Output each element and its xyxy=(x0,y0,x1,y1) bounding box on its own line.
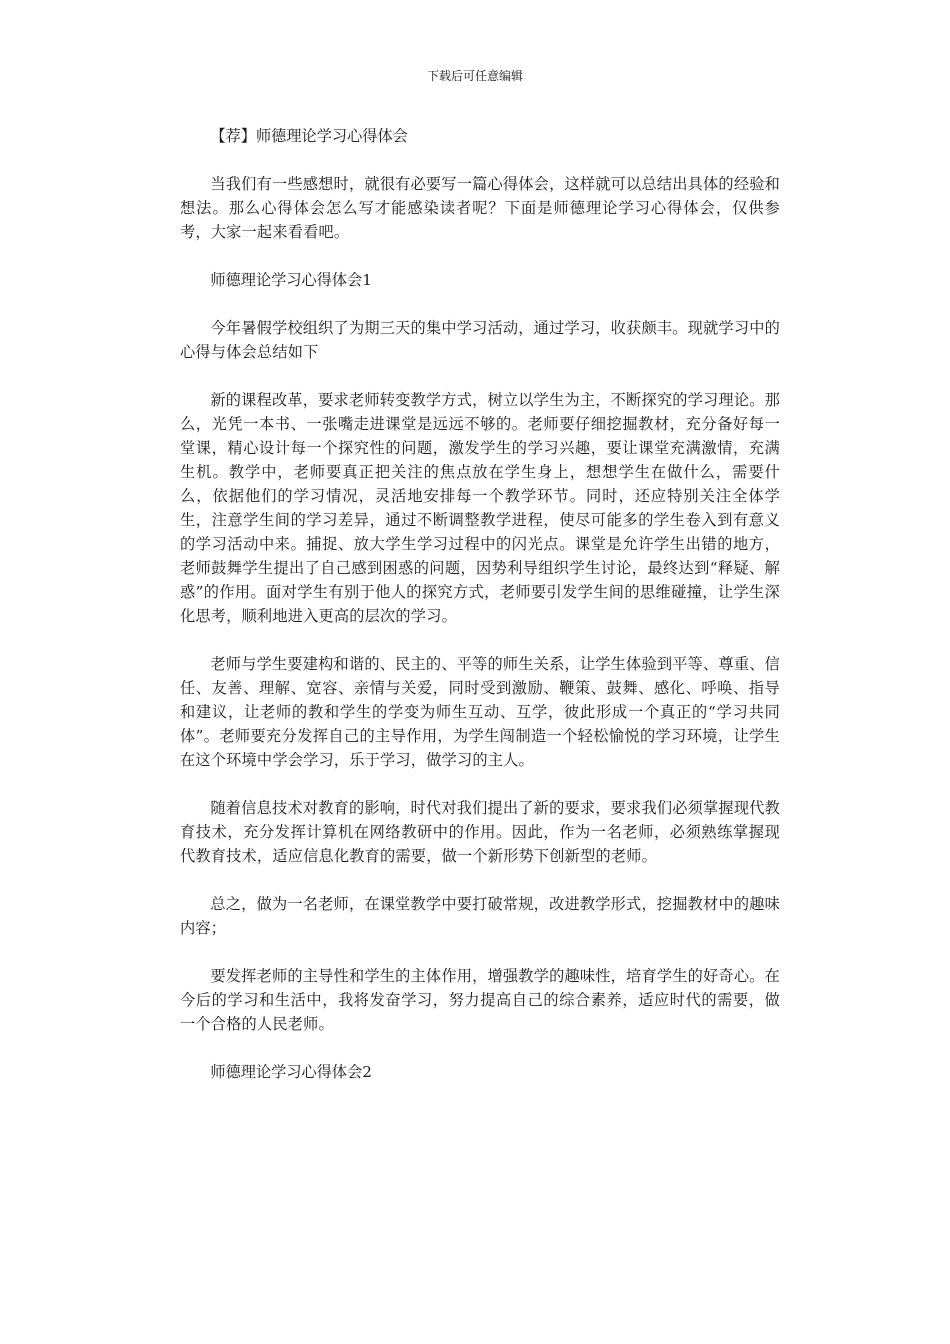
section1-paragraph: 新的课程改革，要求老师转变教学方式，树立以学生为主，不断探究的学习理论。那么，光凭一本书、一张嘴走进课堂是远远不够的。老师要仔细挖掘教材，充分备好每一堂课，精心设计每一个探究性的问题，激发学生的学习兴趣，要让课堂充满激情，充满生机。教学中，老师要真正把关注的焦点放在学生身上，想想学生在做什么，需要什么，依据他们的学习情况，灵活地安排每一个教学环节。同时，还应特别关注全体学生，注意学生间的学习差异，通过不断调整教学进程，使尽可能多的学生卷入到有意义的学习活动中来。捕捉、放大学生学习过程中的闪光点。课堂是允许学生出错的地方，老师鼓舞学生提出了自己感到困惑的问题，因势利导组织学生讨论，最终达到“释疑、解惑”的作用。面对学生有别于他人的探究方式，老师要引发学生间的思维碰撞，让学生深化思考，顺利地进入更高的层次的学习。 xyxy=(180,391,780,625)
section1-paragraph: 今年暑假学校组织了为期三天的集中学习活动，通过学习，收获颇丰。现就学习中的心得与体会总结如下 xyxy=(180,319,780,361)
intro-paragraph: 当我们有一些感想时，就很有必要写一篇心得体会，这样就可以总结出具体的经验和想法。那么心得体会怎么写才能感染读者呢？下面是师德理论学习心得体会，仅供参考，大家一起来看看吧。 xyxy=(180,175,780,241)
section1-paragraph: 随着信息技术对教育的影响，时代对我们提出了新的要求，要求我们必须掌握现代教育技术，充分发挥计算机在网络教研中的作用。因此，作为一名老师，必须熟练掌握现代教育技术，适应信息化教育的需要，做一个新形势下创新型的老师。 xyxy=(180,799,780,865)
section1-paragraph: 总之，做为一名老师，在课堂教学中要打破常规，改进教学形式，挖掘教材中的趣味内容； xyxy=(180,895,780,937)
header-note: 下载后可任意编辑 xyxy=(426,69,523,83)
section1-paragraph: 要发挥老师的主导性和学生的主体作用，增强教学的趣味性，培育学生的好奇心。在今后的学习和生活中，我将发奋学习，努力提高自己的综合素养，适应时代的需要，做一个合格的人民老师。 xyxy=(180,967,780,1033)
document-body xyxy=(180,124,780,1108)
document-title: 【荐】师德理论学习心得体会 xyxy=(210,127,408,145)
section1-paragraph: 老师与学生要建构和谐的、民主的、平等的师生关系，让学生体验到平等、尊重、信任、友善、理解、宽容、亲情与关爱，同时受到激励、鞭策、鼓舞、感化、呼唤、指导和建议，让老师的教和学生的学变为师生互动、互学，彼此形成一个真正的“学习共同体”。老师要充分发挥自己的主导作用，为学生闯制造一个轻松愉悦的学习环境，让学生在这个环境中学会学习，乐于学习，做学习的主人。 xyxy=(180,655,780,769)
section-heading-1: 师德理论学习心得体会1 xyxy=(210,271,372,289)
section-heading-2: 师德理论学习心得体会2 xyxy=(210,1063,372,1081)
